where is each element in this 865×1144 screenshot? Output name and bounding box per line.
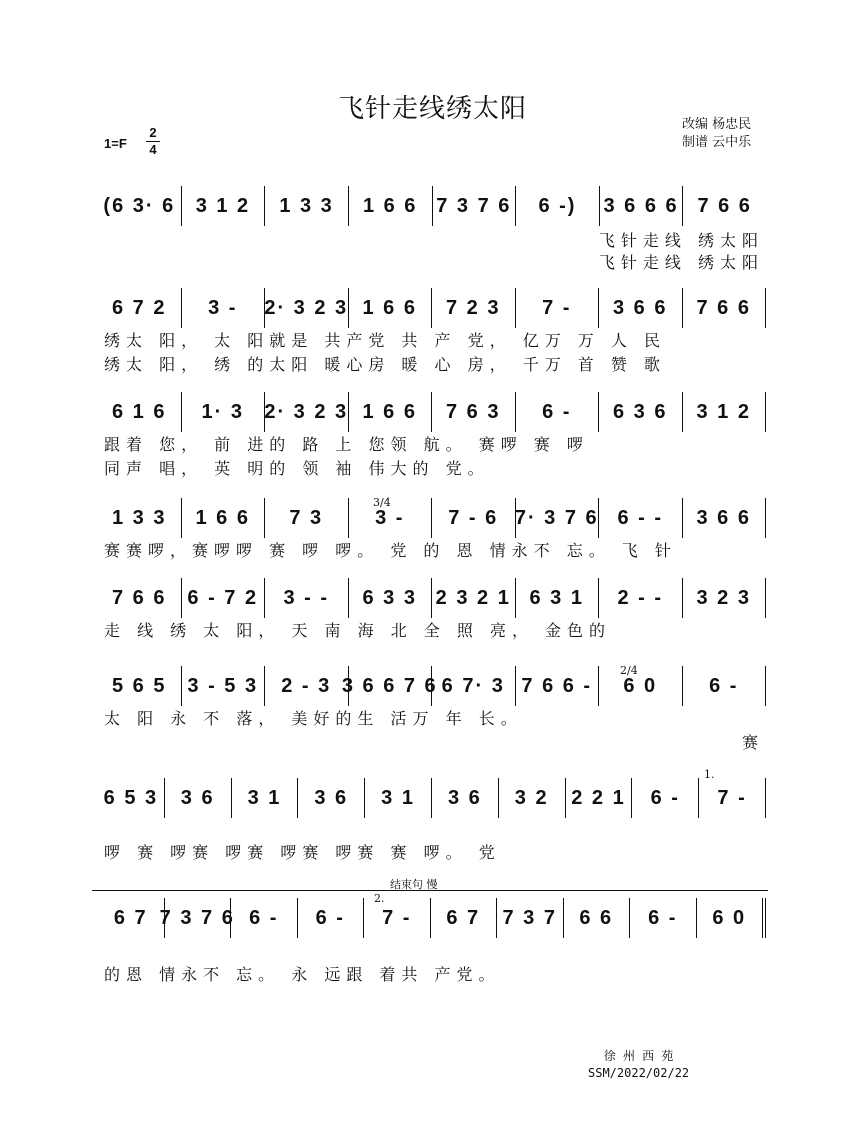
- measure: 1· 3: [182, 392, 266, 432]
- lyric-line: 绣太 阳， 太 阳就是 共产党 共 产 党， 亿万 万 人 民: [104, 331, 666, 350]
- footer-place: 徐 州 西 苑: [603, 1049, 674, 1063]
- measure: 7 6 6: [98, 578, 182, 618]
- measure: 6 3 3: [349, 578, 433, 618]
- measure: 6 -: [516, 392, 600, 432]
- measure: 3 6: [432, 778, 499, 818]
- measure: 6 5 3: [98, 778, 165, 818]
- lyric-line: 同声 唱， 英 明的 领 袖 伟大的 党。: [104, 459, 490, 478]
- measure: 3 - -: [265, 578, 349, 618]
- measure: 7 3 7 6: [433, 186, 517, 226]
- measure: 2 2 1: [566, 778, 633, 818]
- measure: 7 6 6: [683, 288, 767, 328]
- measure: 5 6 5: [98, 666, 182, 706]
- measure: 1 6 6: [349, 288, 433, 328]
- measure: 2· 3 2 3: [265, 392, 349, 432]
- time-signature: [146, 126, 160, 157]
- engraver-credit: 制谱 云中乐: [682, 135, 752, 150]
- measure: 6 -: [630, 898, 697, 938]
- notes-row: [98, 186, 766, 226]
- measure: 3 6 6: [683, 498, 767, 538]
- measure: 1 6 6: [349, 186, 433, 226]
- measure: 7 3 7: [497, 898, 564, 938]
- measure: 7 3: [265, 498, 349, 538]
- measure: 7 6 6 -: [516, 666, 600, 706]
- measure: 1 6 6: [182, 498, 266, 538]
- measure: 1 3 3: [98, 498, 182, 538]
- measure: 3 1 2: [182, 186, 266, 226]
- ending-tempo-note: 结束句 慢: [390, 878, 438, 891]
- measure: 3 1: [365, 778, 432, 818]
- measure: 3 6 6: [599, 288, 683, 328]
- time-signature-top: 2: [149, 125, 157, 140]
- measure: 2· 3 2 3: [265, 288, 349, 328]
- credits: [682, 116, 751, 152]
- measure: 6 3 6: [599, 392, 683, 432]
- lyric-line: 飞针走线 绣太阳: [598, 253, 764, 272]
- measure: (6 3· 6: [98, 186, 182, 226]
- notes-row: [98, 498, 766, 538]
- measure: 3 6: [165, 778, 232, 818]
- measure: 6 6: [564, 898, 631, 938]
- measure: 1 3 3: [265, 186, 349, 226]
- measure: 2 - 3: [265, 666, 349, 706]
- measure: 6 -: [632, 778, 699, 818]
- lyric-line: 绣太 阳， 绣 的太阳 暖心房 暖 心 房， 千万 首 赞 歌: [104, 355, 666, 374]
- measure: 6 7: [431, 898, 498, 938]
- measure: 6 -): [516, 186, 600, 226]
- measure: 6 7: [98, 898, 165, 938]
- measure: 6 3 1: [516, 578, 600, 618]
- measure: 6 -: [683, 666, 767, 706]
- measure: 3 2 3: [683, 578, 767, 618]
- volta-2-label: 2.: [374, 892, 385, 905]
- lyric-line: 赛: [741, 733, 764, 752]
- measure: 6 -: [231, 898, 298, 938]
- measure: 6 1 6: [98, 392, 182, 432]
- measure: 7 2 3: [432, 288, 516, 328]
- lyric-line: 的恩 情永不 忘。 永 远跟 着共 产党。: [104, 965, 501, 984]
- time-signature-bottom: 4: [149, 142, 157, 157]
- arranger-credit: 改编 杨忠民: [682, 117, 752, 132]
- measure: 7· 3 7 6: [516, 498, 600, 538]
- notes-row: [98, 578, 766, 618]
- measure: 6 0: [697, 898, 767, 938]
- lyric-line: 赛赛啰，赛啰啰 赛 啰 啰。 党 的 恩 情永不 忘。 飞 针: [104, 541, 677, 560]
- measure: 6 - 7 2: [182, 578, 266, 618]
- measure: 6 7· 3: [432, 666, 516, 706]
- measure: 3 6 6 7 6: [349, 666, 433, 706]
- notes-row: [98, 392, 766, 432]
- measure: 3 6 6 6: [600, 186, 684, 226]
- measure: 3 - 5 3: [182, 666, 266, 706]
- time-change-3-4: 3/4: [373, 496, 391, 509]
- measure: 7 6 3: [432, 392, 516, 432]
- measure: 2 3 2 1: [432, 578, 516, 618]
- measure: 3 1: [232, 778, 299, 818]
- lyric-line: 飞针走线 绣太阳: [598, 231, 764, 250]
- footer-signature: SSM/2022/02/22: [588, 1066, 690, 1080]
- measure: 7 - 6: [432, 498, 516, 538]
- notes-row: [98, 898, 766, 938]
- measure: 3 -: [349, 498, 433, 538]
- notes-row: [98, 288, 766, 328]
- measure: 2 - -: [599, 578, 683, 618]
- measure: 6 0: [599, 666, 683, 706]
- measure: 7 6 6: [697, 194, 752, 217]
- measure: 7 -: [699, 778, 766, 818]
- time-change-2-4: 2/4: [620, 664, 638, 677]
- page-title: 飞针走线绣太阳: [337, 94, 527, 124]
- lyric-line: 啰 赛 啰赛 啰赛 啰赛 啰赛 赛 啰。 党: [104, 843, 501, 862]
- measure: 6 -: [298, 898, 365, 938]
- notes-row: [98, 666, 766, 706]
- lyric-line: 跟着 您， 前 进的 路 上 您领 航。 赛啰 赛 啰: [104, 435, 589, 454]
- measure: 6 7 2: [98, 288, 182, 328]
- key-signature: 1=F: [104, 136, 127, 151]
- measure: 6 - -: [599, 498, 683, 538]
- measure: 7 3 7 6: [165, 898, 232, 938]
- lyric-line: 太 阳 永 不 落， 美好的生 活万 年 长。: [104, 709, 523, 728]
- measure: 7 -: [516, 288, 600, 328]
- measure: 3 2: [499, 778, 566, 818]
- measure: 3 1 2: [683, 392, 767, 432]
- measure: 3 6: [298, 778, 365, 818]
- volta-1-label: 1.: [704, 768, 715, 781]
- measure: 3 -: [182, 288, 266, 328]
- measure: 1 6 6: [349, 392, 433, 432]
- footer: [588, 1048, 689, 1082]
- lyric-line: 走 线 绣 太 阳， 天 南 海 北 全 照 亮， 金色的: [104, 621, 612, 640]
- notes-row: [98, 778, 766, 818]
- measure: 7 -: [364, 898, 431, 938]
